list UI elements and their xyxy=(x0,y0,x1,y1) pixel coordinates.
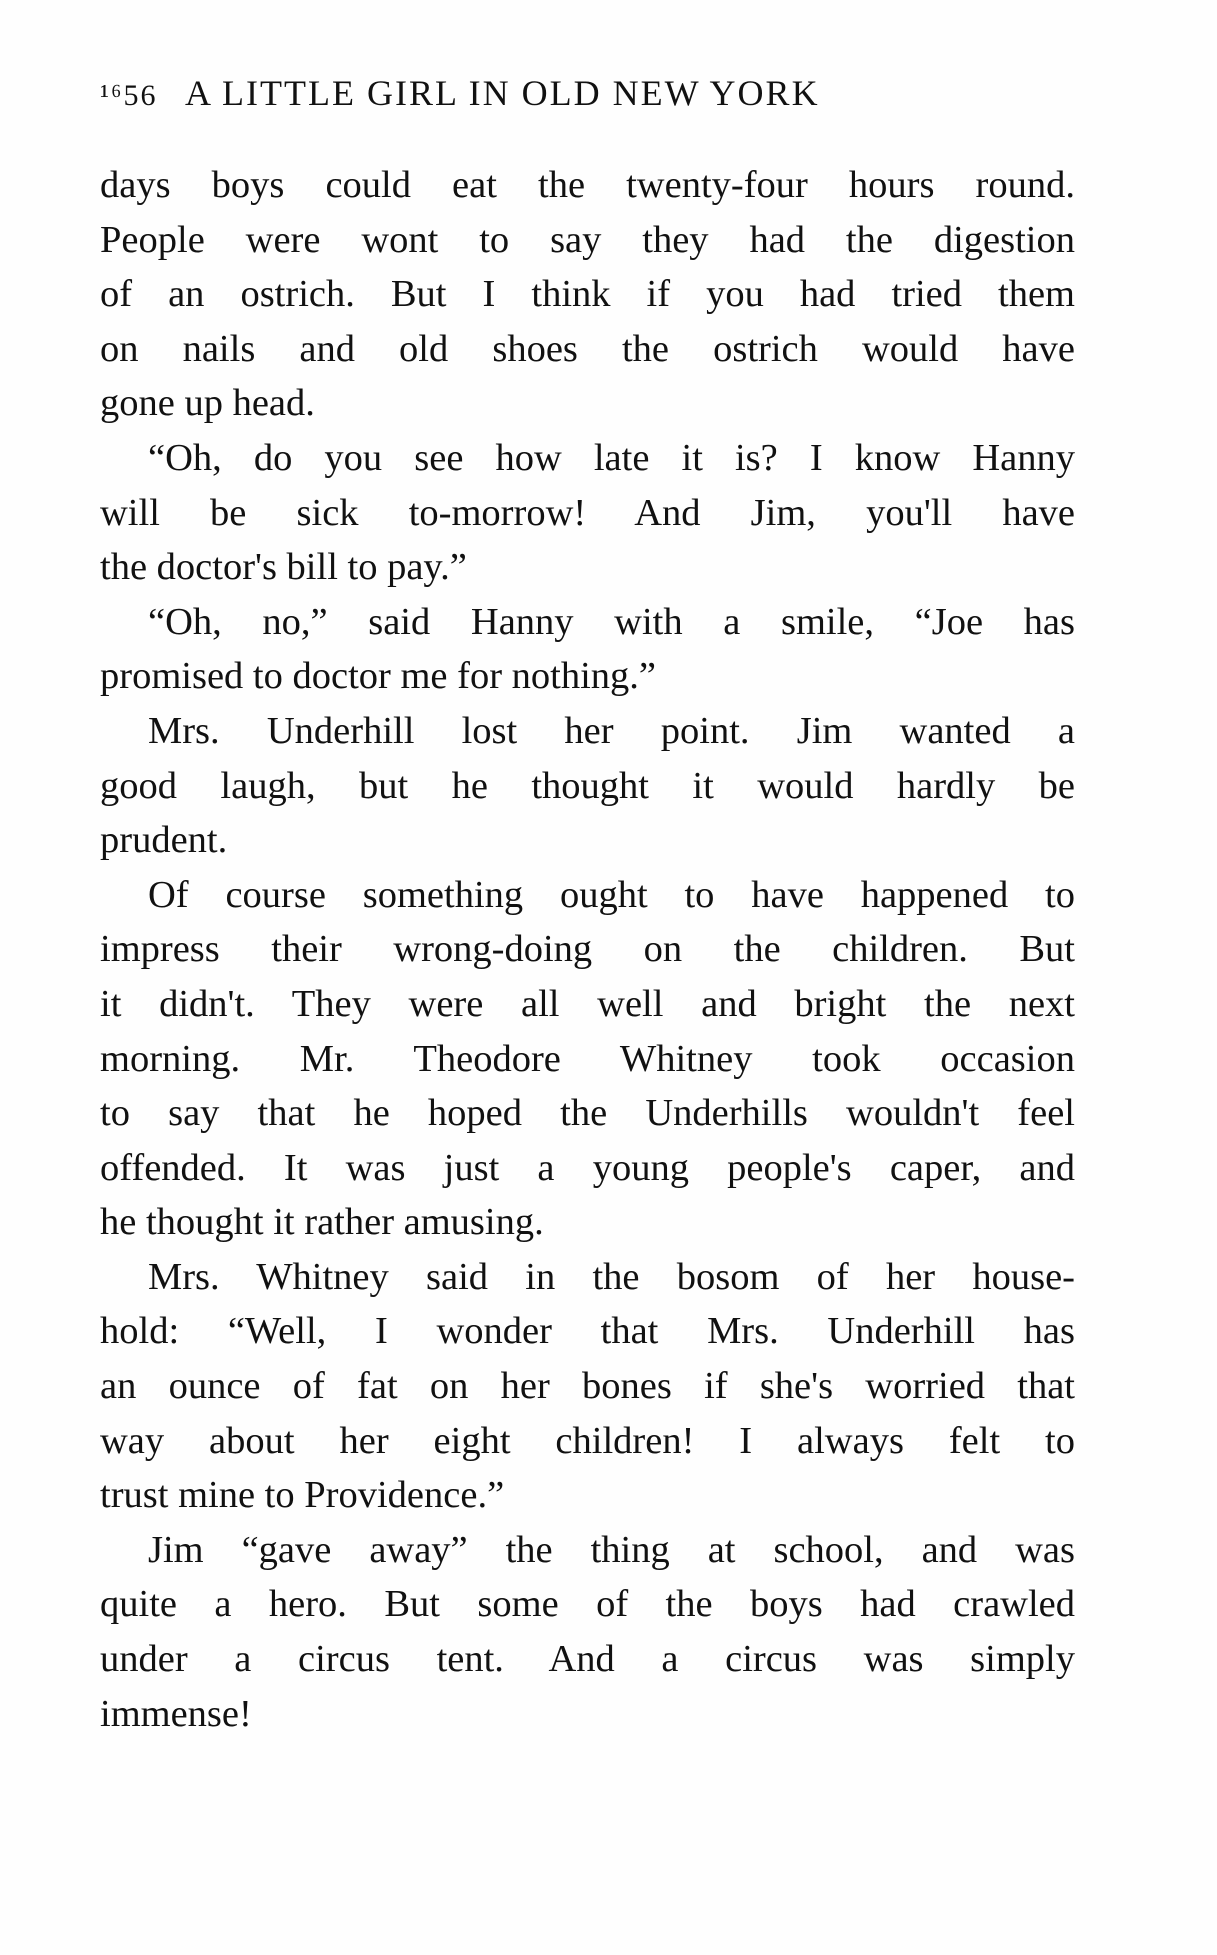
text-line: quite a hero. But some of the boys had crawled xyxy=(100,1583,1075,1626)
paragraph xyxy=(100,595,1075,704)
text-line: “Oh, do you see how late it is? I know Hanny xyxy=(148,436,1075,479)
paragraph xyxy=(100,1250,1075,1523)
text-line: Mrs. Whitney said in the bosom of her house- xyxy=(148,1255,1075,1298)
text-line: to say that he hoped the Underhills wouldn't feel xyxy=(100,1092,1075,1135)
text-line: on nails and old shoes the ostrich would have xyxy=(100,327,1075,370)
text-line: impress their wrong-doing on the children. But xyxy=(100,928,1075,971)
text-line: promised to doctor me for nothing.” xyxy=(100,655,656,698)
paragraph xyxy=(100,868,1075,1250)
text-line: he thought it rather amusing. xyxy=(100,1201,544,1244)
text-line: morning. Mr. Theodore Whitney took occasion xyxy=(100,1037,1075,1080)
running-head xyxy=(100,72,1080,122)
paragraph xyxy=(100,431,1075,595)
text-line: prudent. xyxy=(100,819,228,862)
text-line: of an ostrich. But I think if you had tried them xyxy=(100,273,1075,316)
text-line: Of course something ought to have happened to xyxy=(148,873,1075,916)
text-line: under a circus tent. And a circus was simply xyxy=(100,1638,1075,1681)
book-title: A LITTLE GIRL IN OLD NEW YORK xyxy=(185,73,820,113)
paragraph xyxy=(100,158,1075,431)
page-number: ¹⁶56 xyxy=(100,79,158,112)
paragraph xyxy=(100,1523,1075,1741)
text-line: Jim “gave away” the thing at school, and was xyxy=(148,1528,1075,1571)
text-line: days boys could eat the twenty-four hours round. xyxy=(100,164,1075,206)
text-line: offended. It was just a young people's caper, and xyxy=(100,1146,1075,1189)
text-line: way about her eight children! I always felt to xyxy=(100,1419,1075,1462)
paragraph xyxy=(100,704,1075,868)
text-line: immense! xyxy=(100,1692,252,1735)
text-line: good laugh, but he thought it would hardly be xyxy=(100,764,1075,807)
text-line: an ounce of fat on her bones if she's worried that xyxy=(100,1365,1075,1408)
text-line: Mrs. Underhill lost her point. Jim wanted a xyxy=(148,709,1075,752)
text-line: the doctor's bill to pay.” xyxy=(100,546,467,589)
text-line: it didn't. They were all well and bright the next xyxy=(100,982,1075,1025)
text-line: gone up head. xyxy=(100,382,315,425)
body-text xyxy=(100,158,1075,1741)
text-line: People were wont to say they had the digestion xyxy=(100,218,1075,261)
text-line: trust mine to Providence.” xyxy=(100,1474,505,1517)
text-line: “Oh, no,” said Hanny with a smile, “Joe has xyxy=(148,600,1075,643)
text-line: will be sick to-morrow! And Jim, you'll have xyxy=(100,491,1075,534)
text-line: hold: “Well, I wonder that Mrs. Underhill has xyxy=(100,1310,1075,1353)
